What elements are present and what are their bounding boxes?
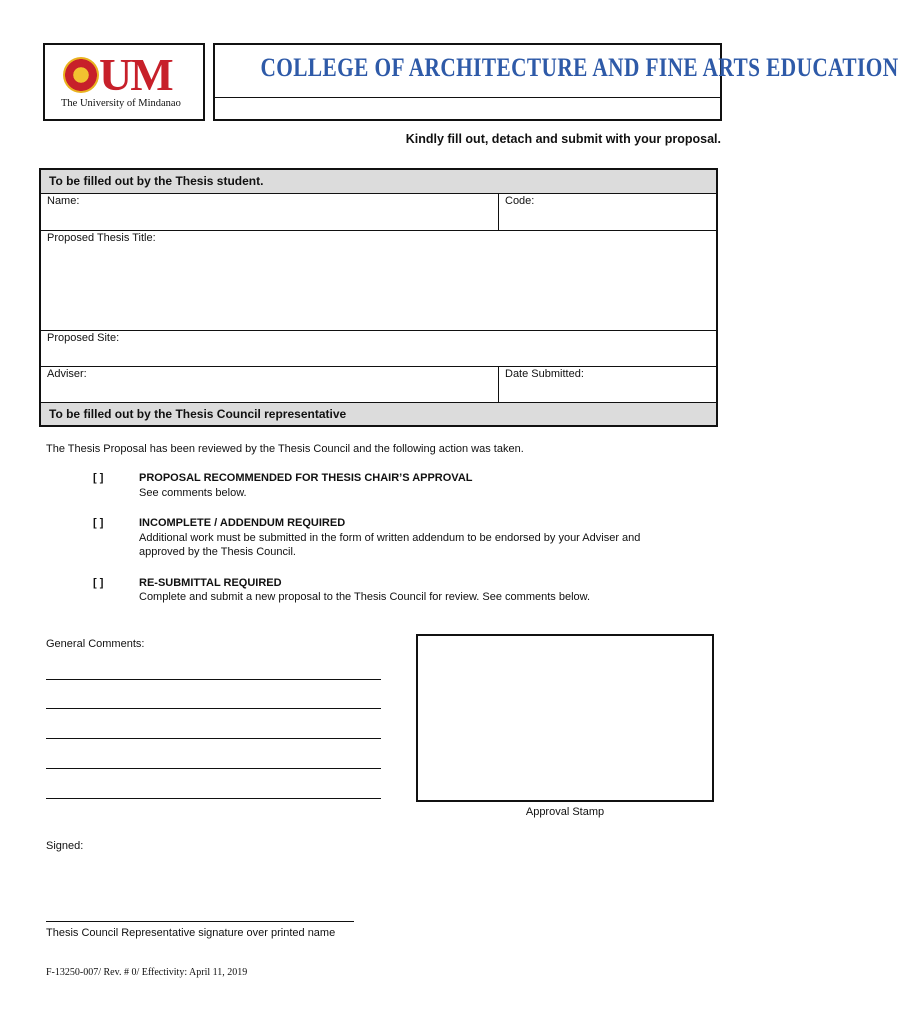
checkbox-incomplete[interactable]: [ ]	[93, 517, 104, 529]
council-section-heading: To be filled out by the Thesis Council representative	[41, 403, 716, 425]
approval-stamp-box	[416, 634, 714, 802]
comment-line[interactable]	[46, 768, 381, 769]
title-divider	[215, 97, 720, 98]
student-section-heading: To be filled out by the Thesis student.	[41, 170, 716, 193]
logo-box	[43, 43, 205, 121]
divider	[41, 193, 716, 194]
checkbox-recommended[interactable]: [ ]	[93, 472, 104, 484]
option-description: approved by the Thesis Council.	[139, 546, 296, 558]
college-name: COLLEGE OF ARCHITECTURE AND FINE ARTS EDUCATION	[260, 53, 899, 82]
signature-line[interactable]	[46, 921, 354, 922]
divider	[498, 193, 499, 230]
form-code-footer: F-13250-007/ Rev. # 0/ Effectivity: April 11, 2019	[46, 967, 248, 978]
option-title: RE-SUBMITTAL REQUIRED	[139, 577, 282, 589]
code-field[interactable]: Code:	[505, 195, 535, 207]
option-title: PROPOSAL RECOMMENDED FOR THESIS CHAIR’S APPROVAL	[139, 472, 473, 484]
instruction-text: Kindly fill out, detach and submit with your proposal.	[405, 132, 721, 146]
divider	[498, 366, 499, 402]
comment-line[interactable]	[46, 708, 381, 709]
approval-stamp-label: Approval Stamp	[525, 806, 605, 818]
student-form-table	[39, 168, 718, 427]
comment-line[interactable]	[46, 798, 381, 799]
university-seal-icon	[63, 57, 99, 93]
signed-label: Signed:	[46, 840, 84, 852]
proposed-site-field[interactable]: Proposed Site:	[47, 332, 120, 344]
option-description: Additional work must be submitted in the form of written addendum to be endorsed by your Adviser and	[139, 532, 641, 544]
divider	[41, 366, 716, 367]
signature-caption: Thesis Council Representative signature over printed name	[46, 927, 336, 939]
option-description: Complete and submit a new proposal to the Thesis Council for review. See comments below.	[139, 591, 591, 603]
comment-line[interactable]	[46, 738, 381, 739]
adviser-field[interactable]: Adviser:	[47, 368, 87, 380]
divider	[41, 330, 716, 331]
divider	[41, 230, 716, 231]
comment-line[interactable]	[46, 679, 381, 680]
title-box	[213, 43, 899, 121]
logo-text: UM	[99, 49, 172, 100]
date-submitted-field[interactable]: Date Submitted:	[505, 368, 584, 380]
option-title: INCOMPLETE / ADDENDUM REQUIRED	[139, 517, 346, 529]
logo-subtitle: The University of Mindanao	[61, 98, 181, 109]
checkbox-resubmittal[interactable]: [ ]	[93, 577, 104, 589]
review-intro: The Thesis Proposal has been reviewed by the Thesis Council and the following action was taken.	[46, 443, 524, 455]
option-description: See comments below.	[139, 487, 247, 499]
general-comments-label: General Comments:	[46, 638, 145, 650]
name-field[interactable]: Name:	[47, 195, 80, 207]
thesis-title-field[interactable]: Proposed Thesis Title:	[47, 232, 156, 244]
